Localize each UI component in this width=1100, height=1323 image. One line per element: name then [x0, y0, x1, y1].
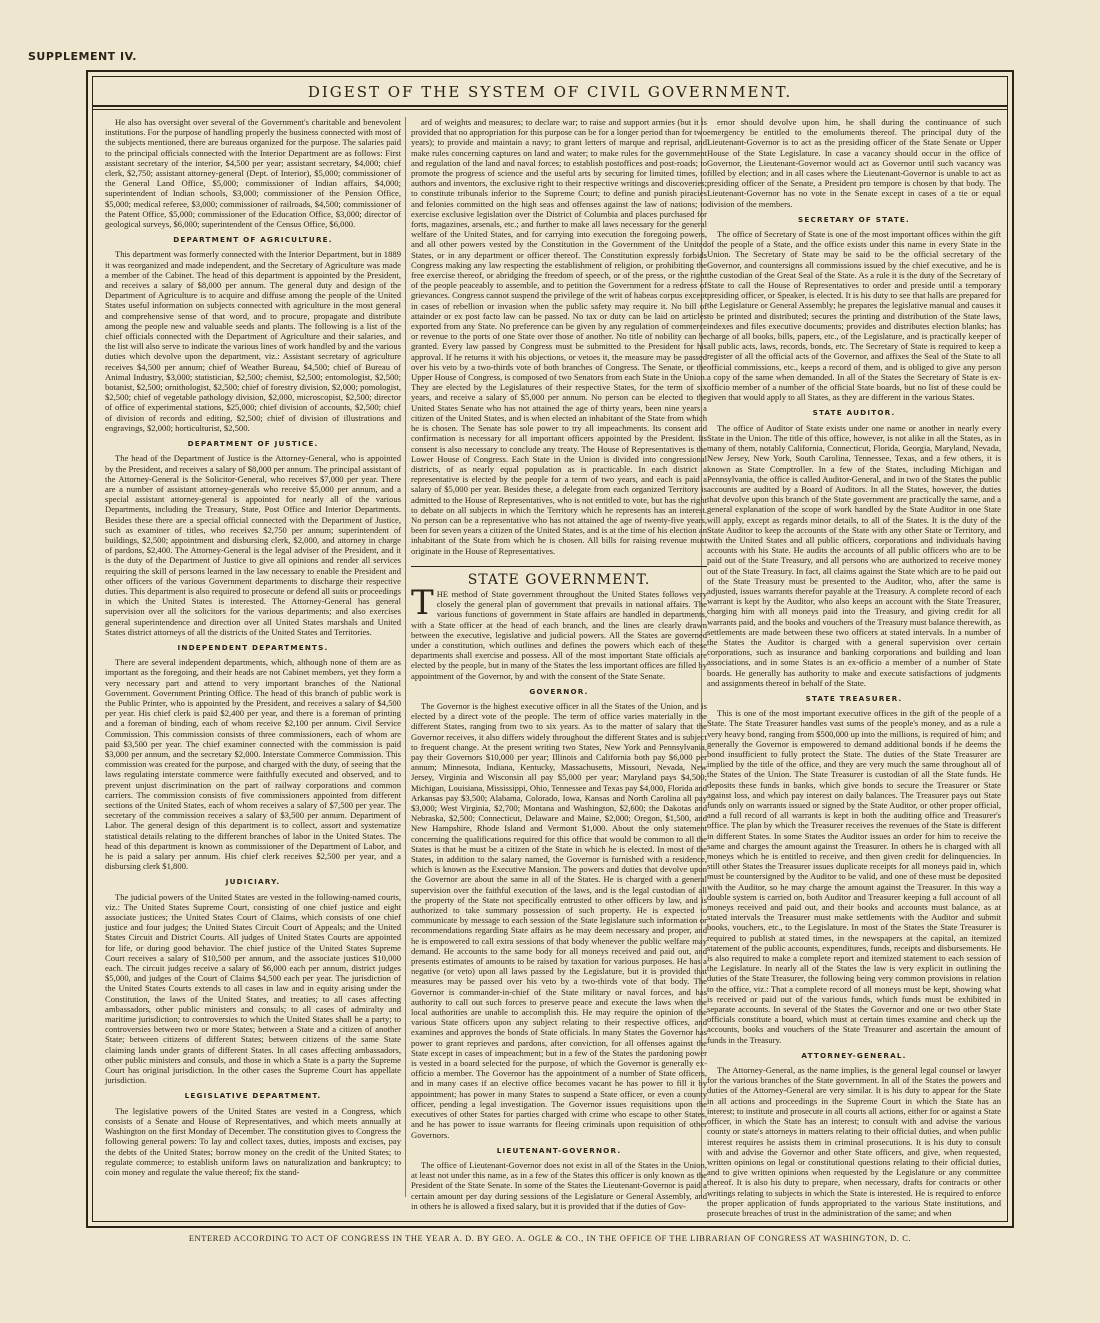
page-frame-inner — [92, 76, 1008, 1222]
section-heading: GOVERNOR. — [529, 686, 589, 696]
section-heading: SECRETARY OF STATE. — [798, 214, 910, 224]
page-title: DIGEST OF THE SYSTEM OF CIVIL GOVERNMENT. — [307, 83, 793, 101]
paragraph: This department was formerly connected with the Interior Department, but in 1889 it was reorganized and made independent, and the Secretary of Agriculture was made a member of the Cabinet. The head of this department is appointed by the President, and receives a salary of $8,000 per annum. The general duty and design of the Department of Agriculture is to acquire and diffuse among the people of the United States useful information on subjects connected with agriculture in the most general and comprehensive sense of that word, and to procure, propagate and distribute among the people new and valuable seeds and plants. The following is a list of the chief officials connected with the Department of Agriculture and their salaries, and the list will also serve to indicate the various lines of work handled by and the various duties which devolve upon the department, viz.: Assistant secretary of agriculture receives $4,500 per annum; chief of Weather Bureau, $4,500; chief of Bureau of Animal Industry, $3,000; statistician, $2,500; chemist, $2,500; entomologist, $2,500; botanist, $2,500; ornithologist, $2,500; chief of forestry division, $2,000; pomologist, $2,500; chief of vegetable pathology division, $2,000, microscopist, $2,500; director of office of experimental stations, $25,000; chief division of accounts, $2,500; chief of division of records and editing, $2,500; chief of division of illustrations and engravings, $2,000; horticulturist, $2,500. — [105, 249, 401, 433]
paragraph: There are several independent departments, which, although none of them are as important as the foregoing, and their heads are not Cabinet members, yet they form a very necessary part and attend to very important branches of the National Government. Government Printing Office. The head of this branch of public work is the Public Printer, who is appointed by the President, and receives a salary of $4,500 per year. His chief clerk is paid $2,400 per year, and there is a foreman of printing and a foreman of binding, each of whom receive $2,100 per annum. Civil Service Commission. This commission consists of three commissioners, each of whom are paid $3,500 per year. The chief examiner connected with the commission is paid $3,000 per annum, and the secretary $2,000. Interstate Commerce Commission. This commission was created for the purpose, and charged with the duty, of seeing that the laws regulating interstate commerce were faithfully executed and observed, and to prevent unjust discrimination on the part of railway corporations and common carriers. The commission consists of five commissioners appointed from different sections of the United States, each of whom receives a salary of $7,500 per year. The secretary of the commission receives a salary of $3,500 per annum. Department of Labor. The general design of this department is to collect, assort and systematize statistical details relating to the different branches of labor in the United States. The head of this department is known as commissioner of the Department of Labor, and he is paid a salary per annum. His chief clerk receives $2,500 per year, and a disbursing clerk $1,800. — [105, 657, 401, 872]
paragraph: The Governor is the highest executive officer in all the States of the Union, and is elected by a direct vote of the people. The term of office varies materially in the different States, ranging from two to six years. As to the matter of salary that the Governor receives, it also differs widely throughout the different States and is subject to frequent change. At the present writing two States, New York and Pennsylvania, pay their Governors $10,000 per year; Illinois and California both pay $6,000 per annum; Minnesota, Indiana, Kentucky, Massachusetts, Missouri, Nevada, New Jersey, Virginia and Wisconsin all pay $5,000 per year; Maryland pays $4,500; Michigan, Louisiana, Mississippi, Ohio, Tennessee and Texas pay $4,000, Florida and Arkansas pay $3,500; Alabama, Colorado, Iowa, Kansas and North Carolina all pay $3,000; West Virginia, $2,700; Montana and Washington, $2,600; the Dakotas and Nebraska, $2,500; Connecticut, Delaware and Maine, $2,000; Oregon, $1,500, and New Hampshire, Rhode Island and Vermont $1,000. About the only statement concerning the qualifications required for this office that would be common to all the States is that he must be a citizen of the State in which he is elected. In most of the States, in addition to the salary named, the Governor is furnished with a residence, which is known as the Executive Mansion. The powers and duties that devolve upon the Governor are about the same in all of the States. He is charged with a general supervision over the faithful execution of the laws, and is the legal custodian of all the property of the State not specifically entrusted to other officers by law, and is authorized to take summary possession of such property. He is expected to communicate by message to each session of the State legislature such information or recommendations regarding State affairs as he may deem necessary and proper, and he is empowered to call extra sessions of that body whenever the public welfare may demand. He accounts to the same body for all moneys received and paid out, and presents estimates of amounts to be raised by taxation for various purposes. He has a negative (or veto) upon all laws passed by the Legislature, but it is provided that measures may be passed over his veto by a two-thirds vote of that body. The Governor is commander-in-chief of the State military or naval forces, and has authority to call out such forces to preserve peace and execute the laws when the local authorities are unable to accomplish this. He may require the opinion of the various State officers upon any subject relating to their respective offices, and examines and approves the bonds of State officials. In many States the Governor has power to grant reprieves and pardons, after conviction, for all offenses against the State except in cases of impeachment; but in a few of the States the pardoning power is vested in a board selected for the purpose, of which the Governor is generally ex-officio a member. The Governor has the appointment of a number of State officers, and in many cases if an elective office becomes vacant he has power to fill it by appointment; has power in many States to suspend a State officer, or even a county officer, pending a legal investigation. The Governor issues requisitions upon the executives of other States for parties charged with crime who escape to other States, and he has power to issue warrants for fleeing criminals upon requisition of other Governors. — [411, 700, 707, 1140]
paragraph: The Attorney-General, as the name implies, is the general legal counsel or lawyer for the various branches of the State government. In all of the States the powers and duties of the Attorney-General are very similar. It is his duty to appear for the State in all actions and proceedings in the Supreme Court in which the State has an interest; to institute and prosecute in all courts all actions, either for or against a State officer, in which the State has an interest; to consult with and advise the various county or state's attorneys in matters relating to their official duties, and when public interest requires he assists them in criminal prosecutions. It is his duty to consult with and advise the Governor and other State officers, and give, when requested, written opinions on legal or constitutional questions relating to their official duties, and to give written opinions when requested by the Legislature or any committee thereof. It is also his duty to prepare, when necessary, drafts for contracts or other writings relating to subjects in which the State is interested. He is required to enforce the proper application of funds appropriated to the various State institutions, and prosecute breaches of trust in the administration of the same; and when — [707, 1065, 1001, 1218]
paragraph: The legislative powers of the United States are vested in a Congress, which consists of a Senate and House of Representatives, and which meets annually at Washington on the first Monday of December. The constitution gives to Congress the following general powers: To lay and collect taxes, duties, imposts and excises, pay the debts of the United States; borrow money on the credit of the United States; to regulate commerce; to establish uniform laws on naturalization and bankruptcy; to coin money and regulate the value thereof; fix the stand- — [105, 1105, 401, 1177]
section-heading: JUDICIARY. — [225, 877, 281, 887]
paragraph: The office of Lieutenant-Governor does not exist in all of the States in the Union, at least not under this name, as in a few of the States this officer is only known as the President of the State Senate. In some of the States the Lieutenant-Governor is paid a certain amount per day during sessions of the Legislature or General Assembly, and in others he is allowed a fixed salary, but it is provided that if the duties of Gov- — [411, 1159, 707, 1211]
paragraph — [411, 582, 707, 681]
paragraph: The judicial powers of the United States are vested in the following-named courts, viz.: The United States Supreme Court, consisting of one chief justice and eight associate justices; the United States Court of Claims, which consists of one chief justice and four judges; the United States Circuit Court of Appeals; and the United States Circuit and District Courts. All judges of United States Courts are appointed for life, or during good behavior. The chief justice of the United States Supreme Court receives a salary of $10,500 per annum, and the associate justices $10,000 each. The circuit judges receive a salary of $6,000 each per annum, district judges $5,000, and judges of the Court of Claims $4,500 each per year. The jurisdiction of the United States Courts extends to all cases in law and in equity arising under the Constitution, the laws of the United States, and treaties; to all cases affecting ambassadors, other public ministers and consuls; to all cases of admiralty and maritime jurisdiction; to controversies to which the United States shall be a party; to controversies between two or more States; between a State and a citizen of another State; between citizens of different States; between citizens of the same State claiming lands under grants of different States. In all cases affecting ambassadors, other public ministers and consuls, and those in which a State is a party the Supreme Court has original jurisdiction. In the other cases the Supreme Court has appellate jurisdiction. — [105, 891, 401, 1086]
paragraph: This is one of the most important executive offices in the gift of the people of a State. The State Treasurer handles vast sums of the people's money, and as a rule a very heavy bond, ranging from $500,000 up into the millions, is required of him; and generally the Governor is empowered to demand additional bonds if he deems the bond insufficient to fully protect the State. The duties of the State Treasurer are implied by the title of the office, and they are very much the same throughout all of the States of the Union. The State Treasurer is custodian of all the State funds. He deposits these funds in banks, which give bonds to secure the Treasurer or State against loss, and which pay interest on daily balances. The Treasurer pays out State funds only on warrants issued or signed by the State Auditor, or other proper official, and a full record of all warrants is kept in both the auditing office and Treasurer's office. The plan by which the Treasurer receives the revenues of the State is different in different States. In some States the Auditor issues an order for him to receive the same and charges the amount against the Treasurer. In others he is charged with all moneys which he is entitled to receive, and then given credit for delinquencies. In still other States the Treasurer issues duplicate receipts for all moneys paid in, which must be countersigned by the Auditor to be valid, and one of these must be deposited with the Auditor, so he may charge the amount against the Treasurer. In this way a double system is carried on, both Auditor and Treasurer keeping a full account of all moneys received and paid out, and their books and accounts must balance, as at stated intervals the Treasurer must make settlements with the Auditor and submit books, vouchers, etc., to the Legislature. In most of the States the State Treasurer is required to publish at stated times, in the newspapers at the capital, an itemized statement of the public accounts, expenditures, funds, receipts and disbursements. He is also required to make a complete report and itemized statement to each session of the Legislature. In nearly all of the States the law is very explicit in outlining the duties of the State Treasurer, the following being very common provisions in relation to the office, viz.: That a complete record of all moneys must be kept, showing what is received or paid out of the various funds, which funds must be exhibited in separate accounts. In several of the States the Governor and one or two other State officials constitute a board, which must at certain times examine and check up the accounts, books and vouchers of the State Treasurer and ascertain the amount of funds in the Treasury. — [707, 708, 1001, 1045]
paragraph: The head of the Department of Justice is the Attorney-General, who is appointed by the President, and receives a salary of $8,000 per annum. The principal assistant of the Attorney-General is the Solicitor-General, who receives $7,000 per year. There are a number of assistant attorney-generals who receive $5,000 per annum, and a special assistant attorney-general is appointed for nearly all of the various Departments, including the Treasury, State, Post Office and Interior Departments. Besides these there are a special official connected with the Department of Justice, such as examiner of titles, who receives $2,750 per annum; superintendent of buildings, $2,500; appointment and disbursing clerk, $2,000, and attorney in charge of pardons, $2,400. The Attorney-General is the legal adviser of the President, and it is the duty of the Department of Justice to give all opinions and render all services requiring the skill of persons learned in the law necessary to enable the President and other officers of the various Government departments to discharge their respective duties. This department is also required to prosecute or defend all suits or proceedings in which the United States is interested. The Attorney-General has general supervision over all the solicitors for the various departments; and also exercises general superintendence and direction over all United States marshals and United States district attorneys of all the districts of the United States and Territories. — [105, 453, 401, 637]
page-frame — [86, 70, 1014, 1228]
section-heading: STATE TREASURER. — [805, 693, 903, 703]
state-government-heading: STATE GOVERNMENT. — [411, 566, 707, 585]
title-rule — [93, 105, 1007, 107]
column-right — [707, 117, 1001, 1218]
paragraph: He also has oversight over several of the Government's charitable and benevolent institutions. For the purpose of handling properly the business connected with most of the subjects mentioned, there are bureaus organized for the purpose. The salaries paid to the principal officials connected with the Interior Department are as follows: First assistant secretary of the interior, $4,500 per year; assistant secretary, $4,000; chief clerk, $2,750; assistant attorney-general (Dept. of Interior), $5,000; commissioner of the General Land Office, $5,000; commissioner of Indian affairs, $4,000; superintendent of Indian schools, $3,000; commissioner of the Pension Office, $5,000; medical referee, $3,000; commissioner of railroads, $4,500; commissioner of the Patent Office, $5,000; commissioner of the Education Office, $3,000; director of geological surveys, $6,000; superintendent of the Census Office, $6,000. — [105, 117, 401, 230]
drop-cap: T — [411, 582, 434, 623]
supplement-label: SUPPLEMENT IV. — [28, 50, 137, 63]
title-rule-thin — [93, 109, 1007, 110]
paragraph: ard of weights and measures; to declare war; to raise and support armies (but it is provided that no appropriation for this purpose can be for a longer period than for two years); to provide and maintain a navy; to grant letters of marque and reprisal, and make rules concerning captures on land and water; to make rules for the government and regulation of the land and naval forces; to establish postoffices and post-roads; to promote the progress of science and the useful arts by securing for limited times, to authors and inventors, the exclusive right to their respective writings and discoveries; to constitute tribunals inferior to the Supreme Court; to define and punish piracies and felonies committed on the high seas and offenses against the law of nations; to exercise exclusive legislation over the District of Columbia and places purchased for forts, magazines, arsenals, etc.; and further to make all laws necessary for the general welfare of the United States, and for carrying into execution the foregoing powers, and all other powers vested by the Constitution in the Government of the United States, or in any department or officer thereof. The Constitution expressly forbids Congress making any law respecting the establishment of religion, or prohibiting the free exercise thereof, or abridging the freedom of speech, or of the press, or the right of the people peaceably to assemble, and to petition the Government for a redress of grievances. Congress cannot suspend the privilege of the writ of habeas corpus except in cases of rebellion or invasion when the public safety may require it. No bill of attainder or ex post facto law can be passed. No tax or duty can be laid on articles exported from any State. No preference can be given by any regulation of commerce or revenue to the ports of one State over those of another. No title of nobility can be granted. Every law passed by Congress must be submitted to the President for his approval. If he returns it with his objections, or vetoes it, the measure may be passed over his veto by a two-thirds vote of both branches of Congress. The Senate, or the Upper House of Congress, is composed of two Senators from each State in the Union. They are elected by the Legislatures of their respective States, for the term of six years, and receive a salary of $5,000 per annum. No person can be elected to the United States Senate who has not attained the age of thirty years, been nine years a citizen of the United States, and is when elected an inhabitant of the State from which he is chosen. The Senate has sole power to try all impeachments. Its consent and confirmation is necessary for all important officers appointed by the President. Its consent is also necessary to conclude any treaty. The House of Representatives is the Lower House of Congress. Each State in the Union is divided into congressional districts, of as nearly equal population as is practicable. In each district a representative is elected by the people for a term of two years, and each is paid a salary of $5,000 per year. Besides these, a delegate from each organized Territory is admitted to the House of Representatives, who is not entitled to vote, but has the right to debate on all subjects in which the Territory which he represents has an interest. No person can be a representative who has not attained the age of twenty-five years, been for seven years a citizen of the United States, and is at the time of his election an inhabitant of the State from which he is chosen. All bills for raising revenue must originate in the House of Representatives. — [411, 117, 707, 556]
column-divider — [405, 117, 406, 1197]
section-heading: ATTORNEY-GENERAL. — [801, 1050, 907, 1060]
section-heading: STATE AUDITOR. — [812, 408, 896, 418]
paragraph: ernor should devolve upon him, he shall during the continuance of such emergency be entitled to the emoluments thereof. The principal duty of the Lieutenant-Governor is to act as the presiding officer of the State Senate or Upper House of the State Legislature. In case a vacancy should occur in the office of Governor, the Lieutenant-Governor would act as Governor until such vacancy was filled by election; and in all cases where the Lieutenant-Governor is unable to act as presiding officer of the Senate, a President pro tempore is chosen by that body. The Lieutenant-Governor has no vote in the Senate except in cases of a tie or equal division of the members. — [707, 117, 1001, 209]
copyright-footer: ENTERED ACCORDING TO ACT OF CONGRESS IN THE YEAR A. D. BY GEO. A. OGLE & CO., IN THE OFFICE OF THE LIBRARIAN OF CONGRESS AT WASHINGTON, D. C. — [188, 1234, 912, 1243]
column-middle — [411, 117, 707, 1211]
section-heading: DEPARTMENT OF JUSTICE. — [187, 439, 319, 449]
section-heading: DEPARTMENT OF AGRICULTURE. — [173, 235, 333, 245]
paragraph: The office of Auditor of State exists under one name or another in nearly every State in the Union. The title of this office, however, is not alike in all the States, as in many of them, notably California, Connecticut, Florida, Georgia, Maryland, Nevada, New Jersey, New York, South Carolina, Tennessee, Texas, and a few others, it is known as State Comptroller. In a few of the States, including Michigan and Pennsylvania, the office is called Auditor-General, and in two of the States the public accounts are audited by a Board of Auditors. In all the States, however, the duties that devolve upon this branch of the State government are practically the same, and a general explanation of the scope of work handled by the State Auditor in one State will apply, except as regards minor details, to all of the States. It is the duty of the State Auditor to keep the accounts of the State with any other State or Territory, and with the United States and all public officers, corporations and individuals having accounts with his State. He audits the accounts of all public officers who are to be paid out of the State Treasury, and all persons who are authorized to receive money out of the State Treasury. In fact, all claims against the State which are to be paid out of the State Treasury must be presented to the Auditor, who, after the same is adjusted, issues warrants therefor payable at the Treasury. A complete record of each warrant is kept by the Auditor, who also keeps an account with the State Treasurer, charging him with all moneys paid into the Treasury, and giving credit for all warrants paid, and the books and vouchers of the Treasury must balance therewith, as settlements are made between these two officers at stated intervals. In a number of the States the Auditor is charged with a general supervision over certain corporations, such as insurance and banking corporations and building and loan associations, and in some States is an ex-officio a member of a number of State boards. He generally has authority to make and execute satisfactions of judgments and assignments thereof in behalf of the State. — [707, 422, 1001, 688]
paragraph-text: HE method of State government throughout the United States follows very closely the general plan of government that prevails in national affairs. The various functions of government in State affairs are handled in departments, with a State officer at the head of each branch, and the lines are clearly drawn between the executive, legislative and judicial powers. All the States are governed under a constitution, which outlines and defines the powers which each of these departments shall exercise and possess. All of the most important State officials are elected by the people, but in many of the States the less important offices are filled by appointment of the Governor, by and with the consent of the State Senate. — [411, 588, 707, 681]
paragraph: The office of Secretary of State is one of the most important offices within the gift of the people of a State, and the office exists under this name in every State in the Union. The Secretary of State may be said to be the official secretary of the Governor, and countersigns all commissions issued by the chief executive, and he is the custodian of the Great Seal of the State. As a rule it is the duty of the Secretary of State to call the House of Representatives to order and preside until a temporary presiding officer, or Speaker, is elected. It is his duty to see that halls are prepared for the Legislature or General Assembly; he prepares the legislative manual and causes it to be printed and distributed; secures the printing and distribution of the State laws, indexes and files executive documents; provides and distributes election blanks; has charge of all books, bills, papers, etc., of the Legislature, and is practically keeper of all public acts, laws, records, bonds, etc. The Secretary of State is required to keep a register of all the official acts of the Governor, and affixes the Seal of the State to all official commissions, etc., keeps a record of them, and is obliged to give any person a copy of the same when demanded. In all of the States the Secretary of State is ex-officio member of a number of the official State boards, but no list of these could be given that would apply to all States, as they are different in the various States. — [707, 229, 1001, 403]
section-heading: INDEPENDENT DEPARTMENTS. — [177, 642, 329, 652]
column-left — [105, 117, 401, 1197]
section-heading: LIEUTENANT-GOVERNOR. — [496, 1145, 622, 1155]
section-heading: LEGISLATIVE DEPARTMENT. — [184, 1091, 322, 1101]
